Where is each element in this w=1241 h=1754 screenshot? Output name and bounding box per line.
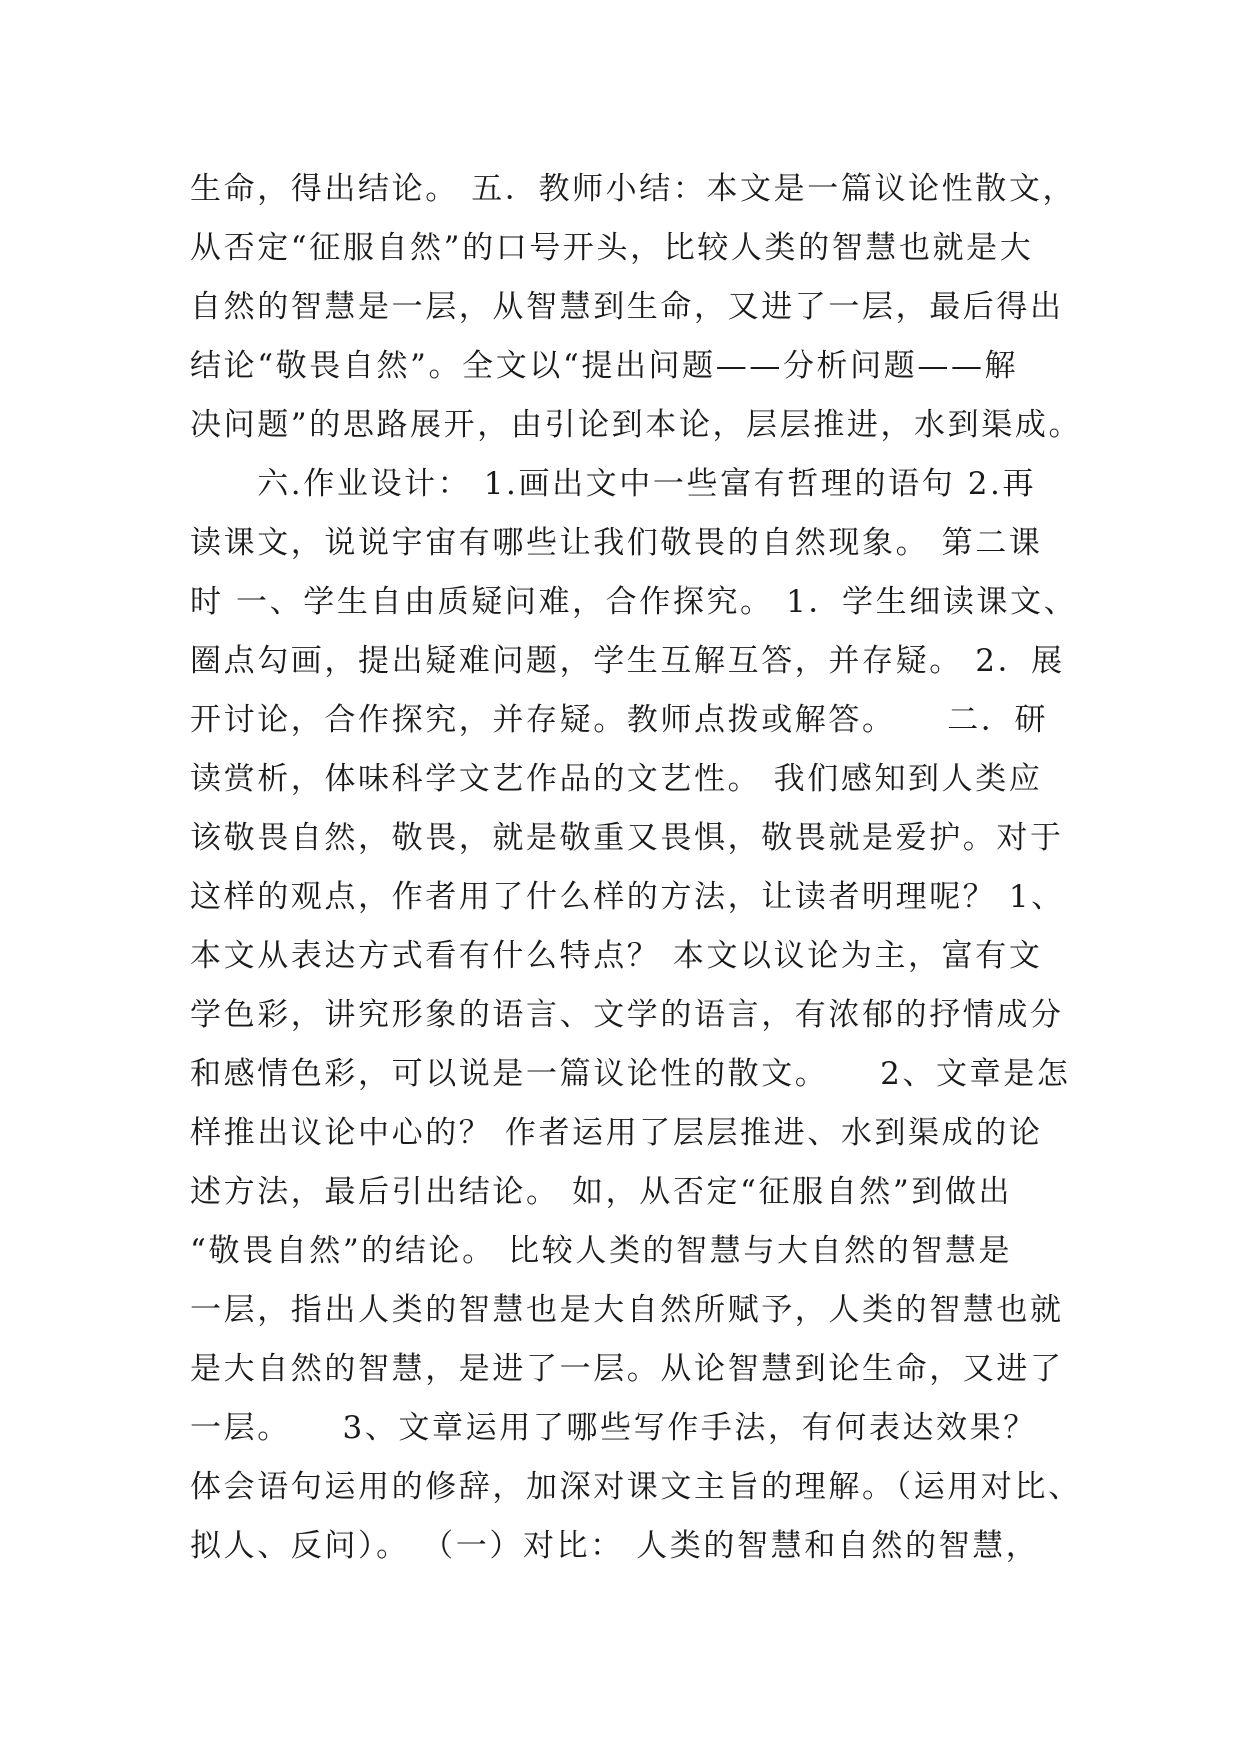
text-line: 生命，得出结论。 五．教师小结：本文是一篇议论性散文， — [190, 171, 1077, 207]
text-line: 决问题”的思路展开，由引论到本论，层层推进，水到渠成。 — [190, 407, 1083, 443]
text-line: 读赏析，体味科学文艺作品的文艺性。 我们感知到人类应 — [190, 761, 1043, 797]
text-line: 开讨论，合作探究，并存疑。教师点拨或解答。 二．研 — [190, 702, 1049, 738]
text-line: 这样的观点，作者用了什么样的方法，让读者明理呢？ 1、 — [190, 879, 1065, 915]
text-line: 该敬畏自然，敬畏，就是敬重又畏惧，敬畏就是爱护。对于 — [190, 820, 1064, 856]
text-line: 一层，指出人类的智慧也是大自然所赋予，人类的智慧也就 — [190, 1292, 1064, 1328]
text-line: 结论“敬畏自然”。全文以“提出问题——分析问题——解 — [190, 348, 1019, 384]
text-line: 和感情色彩，可以说是一篇议论性的散文。 2、文章是怎 — [190, 1056, 1071, 1092]
text-line: 读课文，说说宇宙有哪些让我们敬畏的自然现象。 第二课 — [190, 525, 1043, 561]
body-text — [190, 160, 1090, 1576]
text-line: 六.作业设计： 1.画出文中一些富有哲理的语句 2.再 — [190, 466, 1037, 502]
text-line: 拟人、反问）。 （一）对比： 人类的智慧和自然的智慧， — [190, 1528, 1040, 1564]
text-line: 本文从表达方式看有什么特点？ 本文以议论为主，富有文 — [190, 938, 1043, 974]
text-line: 圈点勾画，提出疑难问题，学生互解互答，并存疑。 2．展 — [190, 643, 1065, 679]
text-line: 述方法，最后引出结论。 如，从否定“征服自然”到做出 — [190, 1174, 1013, 1210]
text-line: 一层。 3、文章运用了哪些写作手法，有何表达效果？ — [190, 1410, 1037, 1446]
text-line: 从否定“征服自然”的口号开头，比较人类的智慧也就是大 — [190, 230, 1034, 266]
text-line: 学色彩，讲究形象的语言、文学的语言，有浓郁的抒情成分 — [190, 997, 1064, 1033]
text-line: “敬畏自然”的结论。 比较人类的智慧与大自然的智慧是 — [190, 1233, 1013, 1269]
text-line: 体会语句运用的修辞，加深对课文主旨的理解。（运用对比、 — [190, 1469, 1082, 1505]
text-line: 是大自然的智慧，是进了一层。从论智慧到论生命，又进了 — [190, 1351, 1064, 1387]
text-line: 时 一、学生自由质疑问难，合作探究。 1．学生细读课文、 — [190, 584, 1078, 620]
text-line: 样推出议论中心的？ 作者运用了层层推进、水到渠成的论 — [190, 1115, 1043, 1151]
text-line: 自然的智慧是一层，从智慧到生命，又进了一层，最后得出 — [190, 289, 1064, 325]
